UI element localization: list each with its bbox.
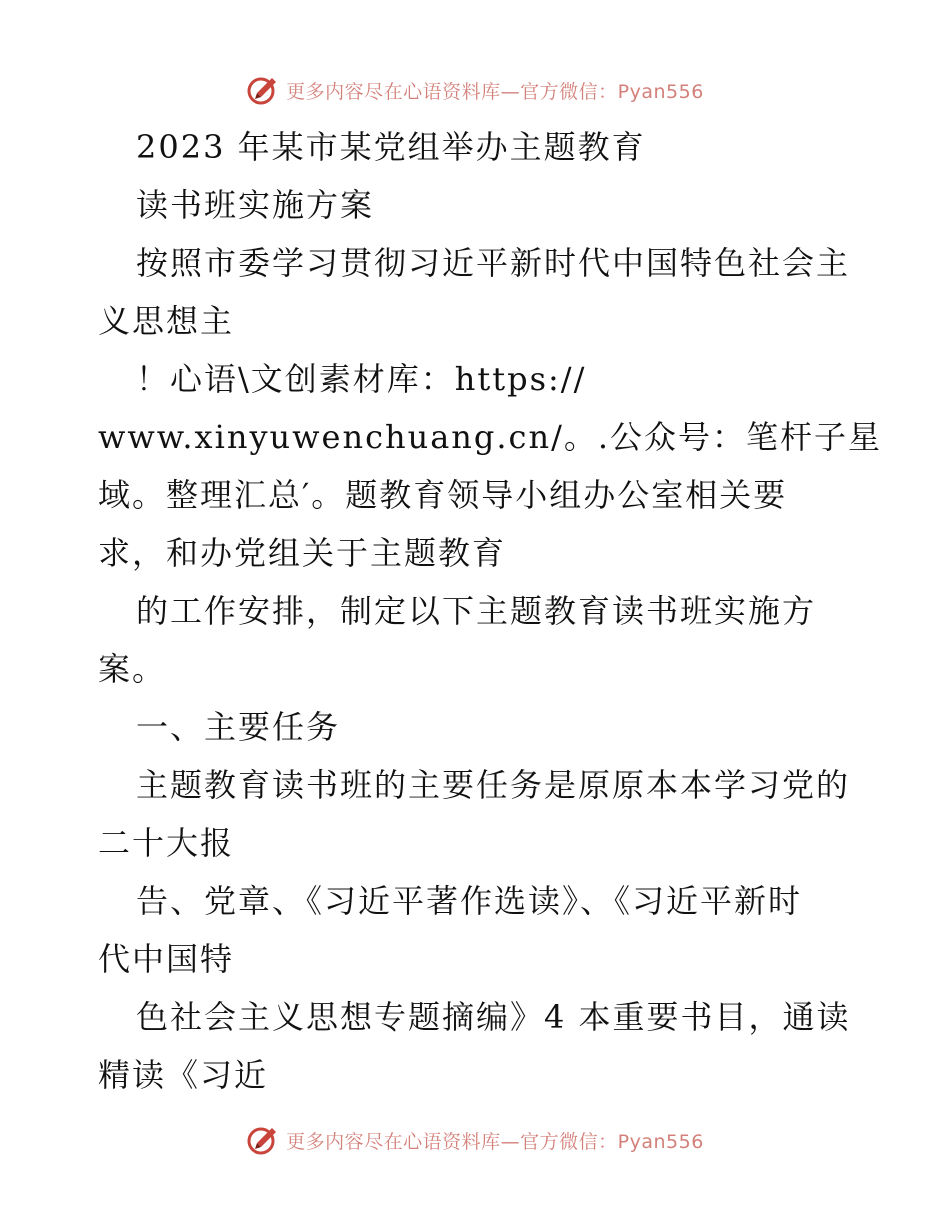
- text-line: 按照市委学习贯彻习近平新时代中国特色社会主: [136, 244, 851, 282]
- text-line: 精读《习近: [98, 1056, 269, 1094]
- text-line: 一、主要任务: [136, 708, 341, 746]
- watermark-text: 更多内容尽在心语资料库—官方微信：Pyan556: [286, 1130, 704, 1153]
- text-line: 的工作安排，制定以下主题教育读书班实施方: [136, 592, 817, 630]
- text-line: 2023 年某市某党组举办主题教育: [136, 128, 646, 166]
- text-line: 二十大报: [98, 824, 235, 862]
- text-line: 域。整理汇总′。题教育领导小组办公室相关要: [98, 476, 788, 514]
- text-line: 告、党章、《习近平著作选读》、《习近平新时: [136, 882, 803, 920]
- text-line: www.xinyuwenchuang.cn/。.公众号：笔杆子星: [98, 418, 883, 456]
- document-body: [98, 118, 883, 1104]
- pen-logo-icon: [246, 1123, 280, 1157]
- text-line: 案。: [98, 650, 167, 688]
- watermark-text: 更多内容尽在心语资料库—官方微信：Pyan556: [286, 80, 704, 103]
- watermark-banner-top: [0, 70, 950, 110]
- text-line: 色社会主义思想专题摘编》4 本重要书目，通读: [136, 998, 851, 1036]
- text-line: 读书班实施方案: [136, 186, 375, 224]
- watermark-banner-bottom: [0, 1120, 950, 1160]
- pen-logo-icon: [246, 73, 280, 107]
- text-line: 义思想主: [98, 302, 235, 340]
- text-line: ！心语\文创素材库：https://: [136, 360, 587, 398]
- text-line: 主题教育读书班的主要任务是原原本本学习党的: [136, 766, 851, 804]
- text-line: 求，和办党组关于主题教育: [98, 534, 507, 572]
- text-line: 代中国特: [98, 940, 235, 978]
